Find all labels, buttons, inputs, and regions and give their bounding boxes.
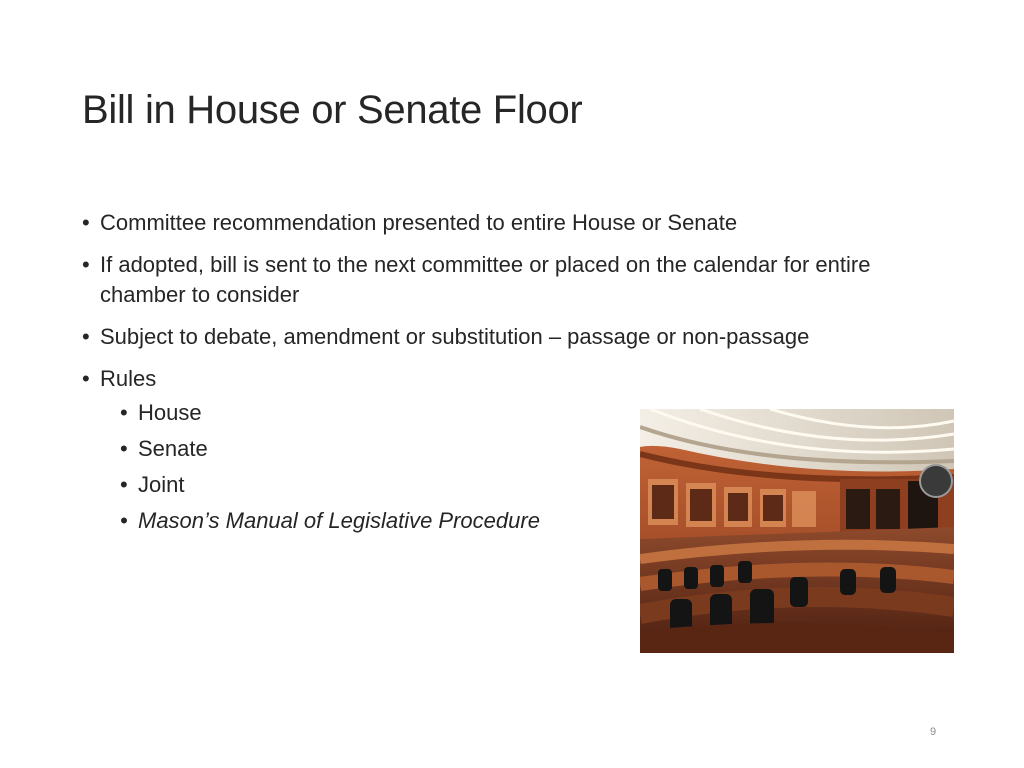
sub-bullet-item: • Mason’s Manual of Legislative Procedure [82,506,962,536]
bullet-item: • If adopted, bill is sent to the next committee or placed on the calendar for entire chamber to consider [82,250,962,310]
slide-title: Bill in House or Senate Floor [82,88,583,132]
page-number: 9 [930,726,937,738]
sub-bullet-item: • Joint [82,470,962,500]
sub-bullet-item: • House [82,398,962,428]
sub-bullet-item: • Senate [82,434,962,464]
bullet-item: • Committee recommendation presented to entire House or Senate [82,208,962,238]
bullet-item: • Subject to debate, amendment or substitution – passage or non-passage [82,322,962,352]
bullet-item: • Rules [82,364,962,394]
legislative-chamber-photo [640,409,954,653]
